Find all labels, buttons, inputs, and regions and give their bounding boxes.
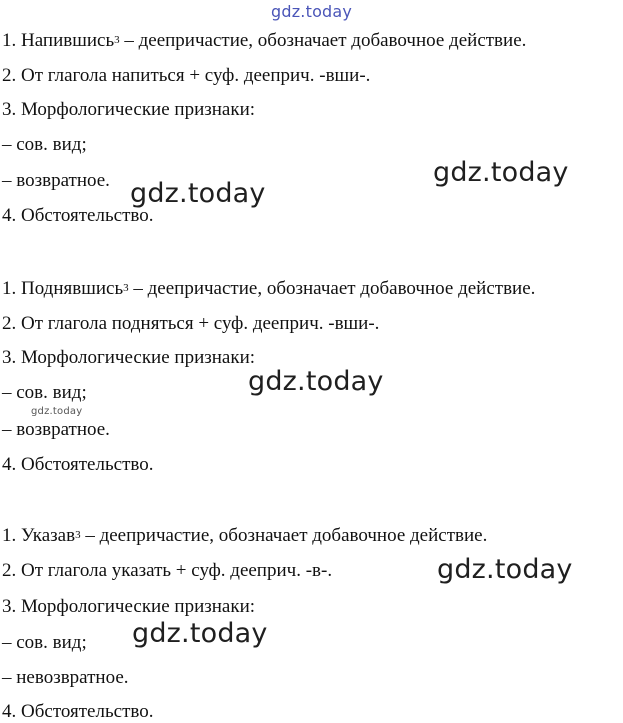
block3-line3: 3. Морфологические признаки: bbox=[2, 596, 256, 617]
block2-line2: 2. От глагола подняться + суф. дееприч. -вши-. bbox=[2, 313, 380, 334]
footnote-marker: 3 bbox=[123, 282, 129, 294]
block2-line4: – сов. вид; bbox=[2, 382, 87, 403]
block3-line5: – невозвратное. bbox=[2, 667, 129, 688]
block2-line3: 3. Морфологические признаки: bbox=[2, 347, 256, 368]
footnote-marker: 3 bbox=[114, 34, 120, 46]
block1-line5: – возвратное. bbox=[2, 170, 110, 191]
block3-line2: 2. От глагола указать + суф. дееприч. -в-. bbox=[2, 560, 333, 581]
block2-line6: 4. Обстоятельство. bbox=[2, 454, 154, 475]
watermark-small: gdz.today bbox=[31, 406, 83, 417]
watermark: gdz.today bbox=[248, 366, 384, 397]
block3-line6: 4. Обстоятельство. bbox=[2, 701, 154, 722]
block1-line4: – сов. вид; bbox=[2, 134, 87, 155]
block1-line1: 1. Напившись$^3$ – деепричастие, обозначает добавочное действие. bbox=[2, 30, 527, 51]
block3-line1: 1. Указав$^3$ – деепричастие, обозначает добавочное действие. bbox=[2, 525, 488, 546]
block1-line6: 4. Обстоятельство. bbox=[2, 205, 154, 226]
watermark: gdz.today bbox=[433, 157, 569, 188]
watermark: gdz.today bbox=[132, 618, 268, 649]
watermark: gdz.today bbox=[437, 554, 573, 585]
watermark: gdz.today bbox=[130, 178, 266, 209]
block1-line2: 2. От глагола напиться + суф. дееприч. -вши-. bbox=[2, 65, 371, 86]
watermark-top: gdz.today bbox=[271, 2, 353, 21]
block2-line1: 1. Поднявшись$^3$ – деепричастие, обозначает добавочное действие. bbox=[2, 278, 536, 299]
block1-line3: 3. Морфологические признаки: bbox=[2, 99, 256, 120]
block3-line4: – сов. вид; bbox=[2, 632, 87, 653]
footnote-marker: 3 bbox=[75, 529, 81, 541]
block2-line5: – возвратное. bbox=[2, 419, 110, 440]
